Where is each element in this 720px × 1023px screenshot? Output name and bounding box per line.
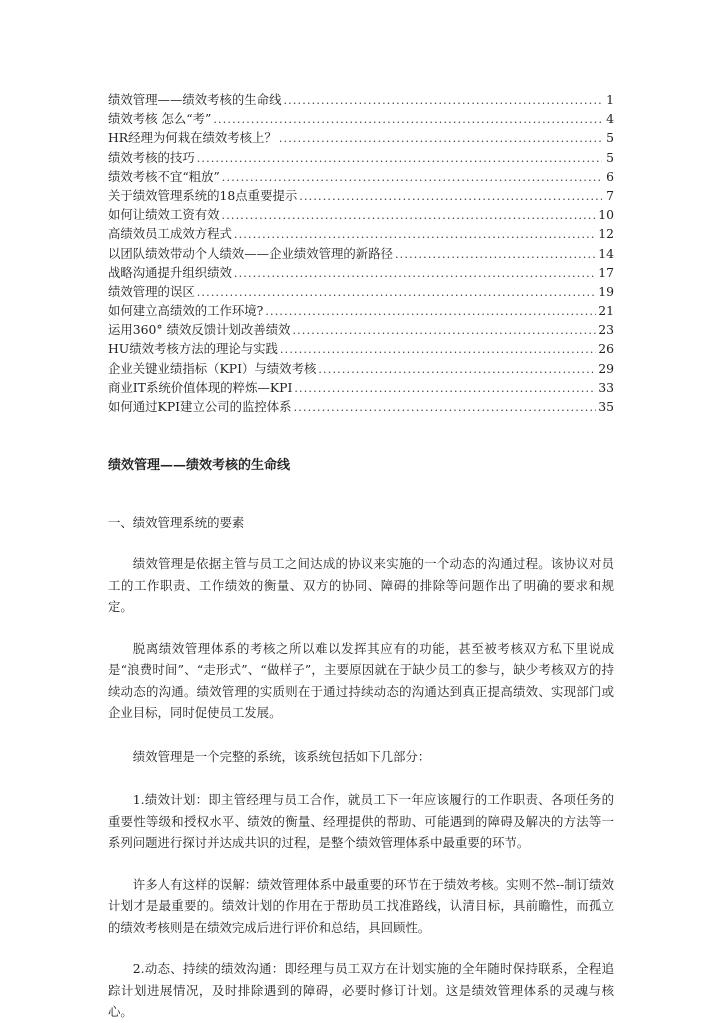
- toc-entry[interactable]: [108, 339, 614, 358]
- body-paragraph: 脱离绩效管理体系的考核之所以难以发挥其应有的功能，甚至被考核双方私下里说成是“浪费时间”、“走形式”、“做样子”，主要原因就在于缺少员工的参与，缺少考核双方的持续动态的沟通。绩效管理的实质则在于通过持续动态的沟通达到真正提高绩效、实现部门或企业目标，同时促使员工发展。: [108, 640, 614, 720]
- toc-entry[interactable]: [108, 301, 614, 320]
- toc-dot-leader: [299, 187, 602, 206]
- toc-entry-title: HU绩效考核方法的理论与实践: [108, 341, 278, 357]
- toc-entry[interactable]: [108, 224, 614, 243]
- toc-entry[interactable]: [108, 282, 614, 301]
- toc-dot-leader: [222, 168, 602, 187]
- body-paragraph: 1.绩效计划：即主管经理与员工合作，就员工下一年应该履行的工作职责、各项任务的重要性等级和授权水平、绩效的衡量、经理提供的帮助、可能遇到的障碍及解决的方法等一系列问题进行探讨并达成共识的过程，是整个绩效管理体系中最重要的环节。: [108, 792, 614, 850]
- toc-entry[interactable]: [108, 397, 614, 416]
- toc-dot-leader: [213, 110, 602, 129]
- toc-dot-leader: [283, 91, 602, 110]
- toc-entry-page-number: 17: [598, 264, 614, 280]
- toc-entry[interactable]: [108, 167, 614, 186]
- toc-entry-page-number: 21: [598, 303, 614, 319]
- toc-dot-leader: [280, 340, 596, 359]
- toc-entry-title: 绩效管理——绩效考核的生命线: [108, 92, 282, 107]
- toc-entry-title: 如何通过KPI建立公司的监控体系: [108, 399, 292, 414]
- toc-entry-title: 绩效考核 怎么“考”: [108, 111, 212, 127]
- toc-entry-title: 企业关键业绩指标（KPI）与绩效考核: [108, 360, 317, 376]
- toc-entry-title: 商业IT系统价值体现的粹炼—KPI: [108, 379, 293, 395]
- toc-entry[interactable]: [108, 263, 614, 282]
- toc-entry[interactable]: [108, 205, 614, 224]
- toc-dot-leader: [234, 225, 596, 244]
- toc-entry-page-number: 19: [598, 283, 614, 299]
- toc-entry-page-number: 5: [606, 130, 614, 146]
- toc-entry-page-number: 26: [598, 341, 614, 357]
- section-subtitle: 一、绩效管理系统的要素: [108, 515, 245, 530]
- toc-entry-page-number: 35: [598, 399, 614, 414]
- toc-dot-leader: [197, 283, 596, 302]
- toc-entry-page-number: 33: [598, 379, 614, 395]
- body-paragraph: 2.动态、持续的绩效沟通：即经理与员工双方在计划实施的全年随时保持联系，全程追踪计划进展情况，及时排除遇到的障碍，必要时修订计划。这是绩效管理体系的灵魂与核心。: [108, 961, 614, 1019]
- toc-entry[interactable]: [108, 359, 614, 378]
- toc-entry-title: 运用360° 绩效反馈计划改善绩效: [108, 322, 291, 338]
- toc-entry-title: 战略沟通提升组织绩效: [108, 264, 232, 280]
- toc-entry-page-number: 1: [606, 92, 614, 107]
- toc-entry[interactable]: [108, 148, 614, 167]
- toc-dot-leader: [294, 379, 596, 398]
- toc-entry-page-number: 23: [598, 322, 614, 338]
- toc-entry-title: 如何建立高绩效的工作环境?: [108, 303, 264, 319]
- toc-entry[interactable]: [108, 90, 614, 109]
- toc-dot-leader: [265, 302, 596, 321]
- toc-entry[interactable]: [108, 109, 614, 128]
- toc-entry-title: 高绩效员工成效方程式: [108, 226, 232, 242]
- toc-dot-leader: [234, 264, 596, 283]
- toc-entry-title: 绩效考核的技巧: [108, 149, 195, 165]
- toc-dot-leader: [395, 245, 596, 264]
- toc-entry-title: 关于绩效管理系统的18点重要提示: [108, 187, 298, 203]
- toc-entry[interactable]: [108, 320, 614, 339]
- toc-entry[interactable]: [108, 186, 614, 205]
- toc-dot-leader: [279, 129, 602, 148]
- body-paragraph: 绩效管理是一个完整的系统，该系统包括如下几部分：: [132, 748, 431, 764]
- toc-dot-leader: [222, 206, 597, 225]
- toc-entry-title: 以团队绩效带动个人绩效——企业绩效管理的新路径: [108, 245, 393, 261]
- toc-entry-page-number: 14: [598, 245, 614, 261]
- toc-entry-title: 绩效考核不宜“粗放”: [108, 168, 220, 184]
- body-paragraph: 许多人有这样的误解：绩效管理体系中最重要的环节在于绩效考核。实则不然--制订绩效计划才是最重要的。绩效计划的作用在于帮助员工找准路线，认清目标，具前瞻性，而孤立的绩效考核则是在绩效完成后进行评价和总结，具回顾性。: [108, 876, 614, 935]
- toc-entry[interactable]: [108, 128, 614, 147]
- toc-entry-page-number: 29: [598, 360, 614, 376]
- toc-entry-page-number: 5: [606, 149, 614, 165]
- toc-entry[interactable]: [108, 378, 614, 397]
- toc-entry-page-number: 10: [598, 207, 614, 223]
- toc-dot-leader: [292, 321, 596, 340]
- toc-entry-page-number: 7: [606, 187, 614, 203]
- toc-dot-leader: [197, 149, 602, 168]
- toc-entry-title: HR经理为何栽在绩效考核上？: [108, 130, 277, 146]
- toc-entry-page-number: 12: [598, 226, 614, 242]
- toc-entry[interactable]: [108, 244, 614, 263]
- toc-dot-leader: [318, 360, 596, 379]
- toc-entry-title: 如何让绩效工资有效: [108, 207, 220, 223]
- toc-entry-page-number: 6: [606, 168, 614, 184]
- toc-entry-title: 绩效管理的误区: [108, 283, 195, 299]
- toc-dot-leader: [294, 398, 597, 417]
- document-body: [108, 456, 614, 1023]
- section-title: 绩效管理——绩效考核的生命线: [108, 458, 291, 473]
- toc-entry-page-number: 4: [606, 111, 614, 127]
- table-of-contents: [108, 90, 614, 416]
- body-paragraph: 绩效管理是依据主管与员工之间达成的协议来实施的一个动态的沟通过程。该协议对员工的工作职责、工作绩效的衡量、双方的协同、障碍的排除等问题作出了明确的要求和规定。: [108, 556, 614, 614]
